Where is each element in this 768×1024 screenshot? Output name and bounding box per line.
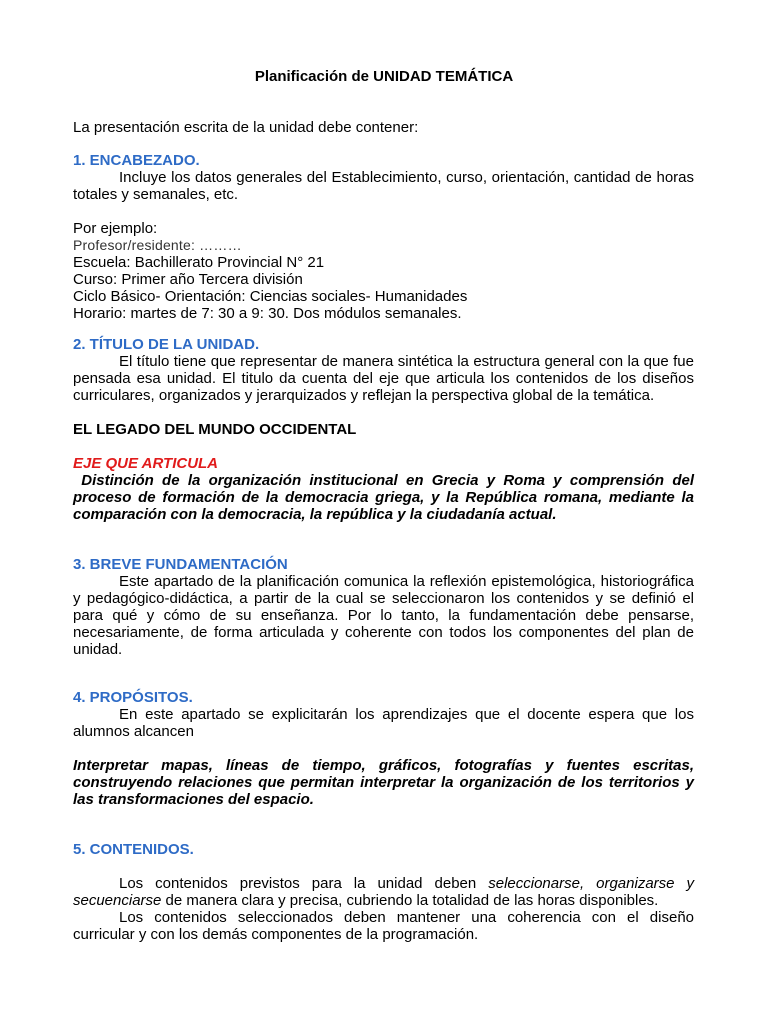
section-4-heading: 4. PROPÓSITOS. bbox=[73, 689, 193, 706]
eje-text bbox=[73, 472, 694, 523]
section-1-body: Incluye los datos generales del Establecimiento, curso, orientación, cantidad de horas totales y semanales, etc. bbox=[73, 169, 694, 203]
section-5-paragraph-1 bbox=[73, 875, 694, 909]
example-horario: Horario: martes de 7: 30 a 9: 30. Dos módulos semanales. bbox=[73, 305, 462, 322]
section-4-body: En este apartado se explicitarán los aprendizajes que el docente espera que los alumnos alcancen bbox=[73, 706, 694, 740]
section-2-heading: 2. TÍTULO DE LA UNIDAD. bbox=[73, 336, 260, 353]
example-ciclo: Ciclo Básico- Orientación: Ciencias sociales- Humanidades bbox=[73, 288, 468, 305]
document-title: Planificación de UNIDAD TEMÁTICA bbox=[254, 68, 514, 85]
example-label: Por ejemplo: bbox=[73, 220, 158, 237]
section-2-text bbox=[73, 353, 694, 404]
section-4-text bbox=[73, 706, 694, 740]
section-5-p1-emphasis: seleccionarse, organizarse y secuenciarse bbox=[73, 875, 694, 909]
section-5-p2-body: Los contenidos seleccionados deben mantener una coherencia con el diseño curricular y con los demás componentes de la programación. bbox=[73, 909, 694, 943]
section-3-text bbox=[73, 573, 694, 658]
example-curso: Curso: Primer año Tercera división bbox=[73, 271, 303, 288]
eje-heading: EJE QUE ARTICULA bbox=[73, 455, 219, 472]
section-1-heading: 1. ENCABEZADO. bbox=[73, 152, 200, 169]
section-5-heading: 5. CONTENIDOS. bbox=[73, 841, 194, 858]
section-4-example: Interpretar mapas, líneas de tiempo, gráficos, fotografías y fuentes escritas, construyendo relaciones que permitan interpretar la organización de los territorios y las transformaciones del espacio. bbox=[73, 757, 694, 808]
example-profesor: Profesor/residente: ……… bbox=[73, 237, 242, 253]
section-5-p1-end: de manera clara y precisa, cubriendo la totalidad de las horas disponibles. bbox=[161, 892, 659, 909]
eje-body: Distinción de la organización institucional en Grecia y Roma y comprensión del proceso de formación de la democracia griega, y la República romana, mediante la comparación con la democracia, la república y la ciudadanía actual. bbox=[73, 472, 694, 523]
section-5-paragraph-2 bbox=[73, 909, 694, 943]
example-block bbox=[73, 220, 694, 322]
section-3-heading: 3. BREVE FUNDAMENTACIÓN bbox=[73, 556, 288, 573]
section-1-text bbox=[73, 169, 694, 203]
intro-text: La presentación escrita de la unidad debe contener: bbox=[73, 119, 419, 136]
section-3-body: Este apartado de la planificación comunica la reflexión epistemológica, historiográfica y pedagógico-didáctica, a partir de la cual se seleccionaron los contenidos y se definió el para qué y cómo de su enseñanza. Por lo tanto, la fundamentación debe pensarse, necesariamente, de forma articulada y coherente con todos los componentes del plan de unidad. bbox=[73, 573, 694, 658]
section-5-p1-start: Los contenidos previstos para la unidad deben bbox=[119, 875, 489, 892]
unit-title: EL LEGADO DEL MUNDO OCCIDENTAL bbox=[73, 421, 357, 438]
section-2-body: El título tiene que representar de manera sintética la estructura general con la que fue pensada esa unidad. El titulo da cuenta del eje que articula los contenidos de los diseños curriculares, organizados y jerarquizados y reflejan la perspectiva global de la temática. bbox=[73, 353, 694, 404]
example-escuela: Escuela: Bachillerato Provincial N° 21 bbox=[73, 254, 325, 271]
